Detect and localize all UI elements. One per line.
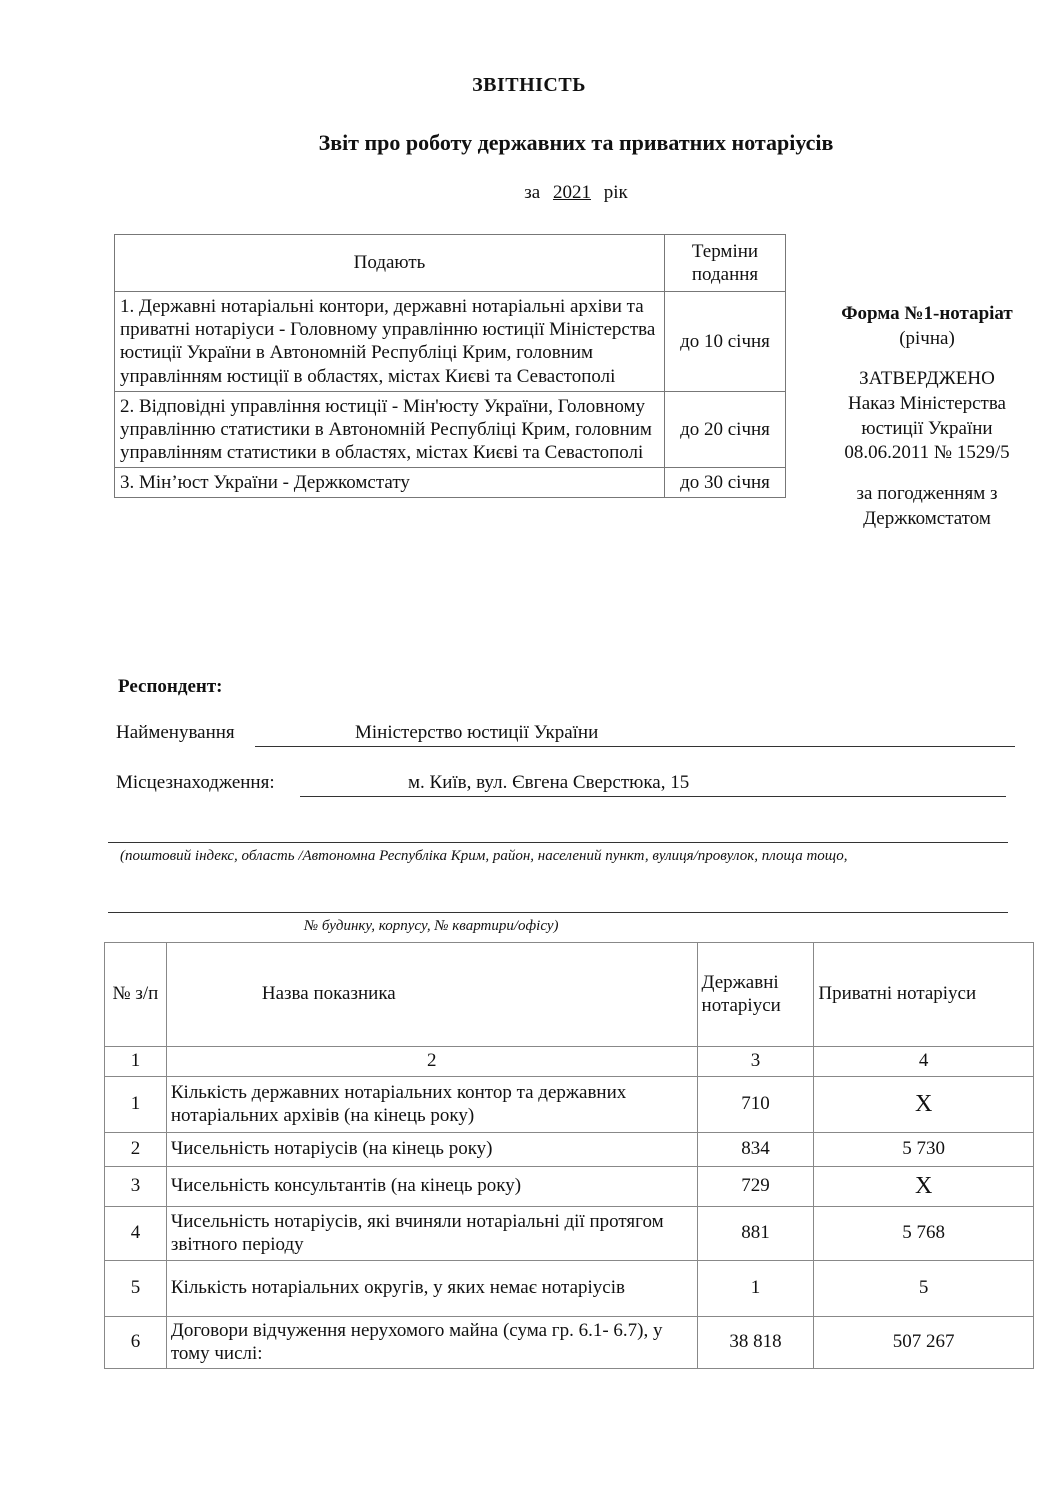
- row-number: 2: [105, 1133, 167, 1167]
- indicators-table: [104, 942, 1034, 1369]
- location-underline: [300, 796, 1006, 797]
- submission-table: [114, 234, 786, 498]
- row-number: 3: [105, 1167, 167, 1207]
- row-number: 6: [105, 1317, 167, 1369]
- private-value: 5 768: [814, 1207, 1034, 1261]
- approved-stamp: ЗАТВЕРДЖЕНО: [859, 368, 995, 390]
- indicator-name: Кількість нотаріальних округів, у яких немає нотаріусів: [166, 1261, 697, 1317]
- col-number: 2: [166, 1047, 697, 1077]
- submission-header-row: [115, 235, 786, 292]
- row-number: 5: [105, 1261, 167, 1317]
- respondent-label: Респондент:: [118, 676, 223, 697]
- period-prefix: за: [524, 182, 541, 203]
- form-period: (річна): [899, 327, 955, 349]
- indicators-header-row: [105, 943, 1034, 1047]
- private-value: 5 730: [814, 1133, 1034, 1167]
- address-hint-2: № будинку, корпусу, № квартири/офісу): [304, 918, 559, 934]
- order-line-3: 08.06.2011 № 1529/5: [844, 442, 1010, 464]
- private-value: 507 267: [814, 1317, 1034, 1369]
- report-period: [0, 182, 1058, 204]
- col-header-name: Назва показника: [166, 943, 697, 1047]
- table-row: [105, 1167, 1034, 1207]
- indicator-name: Чисельність нотаріусів (на кінець року): [166, 1133, 697, 1167]
- period-year: 2021: [552, 182, 591, 203]
- col-header-private: Приватні нотаріуси: [814, 943, 1034, 1047]
- address-line-2: [108, 912, 1008, 913]
- report-type-title: ЗВІТНІСТЬ: [472, 74, 586, 96]
- form-name: Форма №1-нотаріат: [841, 303, 1013, 324]
- row-number: 4: [105, 1207, 167, 1261]
- submission-who: 2. Відповідні управління юстиції - Мін'юсту України, Головному управлінню статистики в Автономній Республіці Крим, головним управлінням статистики в областях, містах Києві та Севастополі: [115, 391, 665, 468]
- row-number: 1: [105, 1077, 167, 1133]
- form-info: [812, 302, 1042, 532]
- respondent-location-value: м. Київ, вул. Євгена Сверстюка, 15: [408, 772, 690, 793]
- report-title: Звіт про роботу державних та приватних нотаріусів: [318, 130, 834, 155]
- table-row: [105, 1133, 1034, 1167]
- submission-row: [115, 292, 786, 392]
- submission-term: до 20 січня: [665, 391, 786, 468]
- indicator-name: Кількість державних нотаріальних контор та державних нотаріальних архівів (на кінець року): [166, 1077, 697, 1133]
- col-header-state: Державні нотаріуси: [697, 943, 814, 1047]
- state-value: 1: [697, 1261, 814, 1317]
- private-value: 5: [814, 1261, 1034, 1317]
- period-suffix: рік: [603, 182, 628, 203]
- col-number: 4: [814, 1047, 1034, 1077]
- state-value: 881: [697, 1207, 814, 1261]
- submission-row: [115, 468, 786, 498]
- submission-col-submit: Подають: [115, 235, 665, 292]
- order-line-2: юстиції України: [861, 417, 993, 439]
- agreed-line-1: за погодженням з: [856, 483, 998, 505]
- agreed-line-2: Держкомстатом: [863, 507, 991, 529]
- private-value: Х: [814, 1077, 1034, 1133]
- respondent-location-label: Місцезнаходження:: [116, 772, 275, 793]
- state-value: 729: [697, 1167, 814, 1207]
- table-row: [105, 1207, 1034, 1261]
- table-row: [105, 1261, 1034, 1317]
- col-number: 3: [697, 1047, 814, 1077]
- column-numbers-row: [105, 1047, 1034, 1077]
- respondent-name-label: Найменування: [116, 722, 235, 743]
- name-underline: [255, 746, 1015, 747]
- table-row: [105, 1077, 1034, 1133]
- table-row: [105, 1317, 1034, 1369]
- submission-term: до 10 січня: [665, 292, 786, 392]
- state-value: 710: [697, 1077, 814, 1133]
- state-value: 38 818: [697, 1317, 814, 1369]
- indicator-name: Чисельність консультантів (на кінець року): [166, 1167, 697, 1207]
- order-line-1: Наказ Міністерства: [848, 393, 1006, 415]
- indicator-name: Чисельність нотаріусів, які вчиняли нотаріальні дії протягом звітного періоду: [166, 1207, 697, 1261]
- submission-row: [115, 391, 786, 468]
- submission-who: 3. Мін’юст України - Держкомстату: [115, 468, 665, 498]
- state-value: 834: [697, 1133, 814, 1167]
- address-line-1: [108, 842, 1008, 843]
- private-value: Х: [814, 1167, 1034, 1207]
- col-header-number: № з/п: [105, 943, 167, 1047]
- address-hint-1: (поштовий індекс, область /Автономна Республіка Крим, район, населений пункт, вулиця/провулок, площа тощо,: [120, 848, 848, 864]
- indicator-name: Договори відчуження нерухомого майна (сума гр. 6.1- 6.7), у тому числі:: [166, 1317, 697, 1369]
- col-number: 1: [105, 1047, 167, 1077]
- submission-term: до 30 січня: [665, 468, 786, 498]
- respondent-name-value: Міністерство юстиції України: [355, 722, 599, 743]
- submission-col-terms: Терміни подання: [665, 235, 786, 292]
- submission-who: 1. Державні нотаріальні контори, державні нотаріальні архіви та приватні нотаріуси - Головному управлінню юстиції Міністерства юстиції України в Автономній Республіці Крим, головним управлінням юстиції в областях, містах Києві та Севастополі: [115, 292, 665, 392]
